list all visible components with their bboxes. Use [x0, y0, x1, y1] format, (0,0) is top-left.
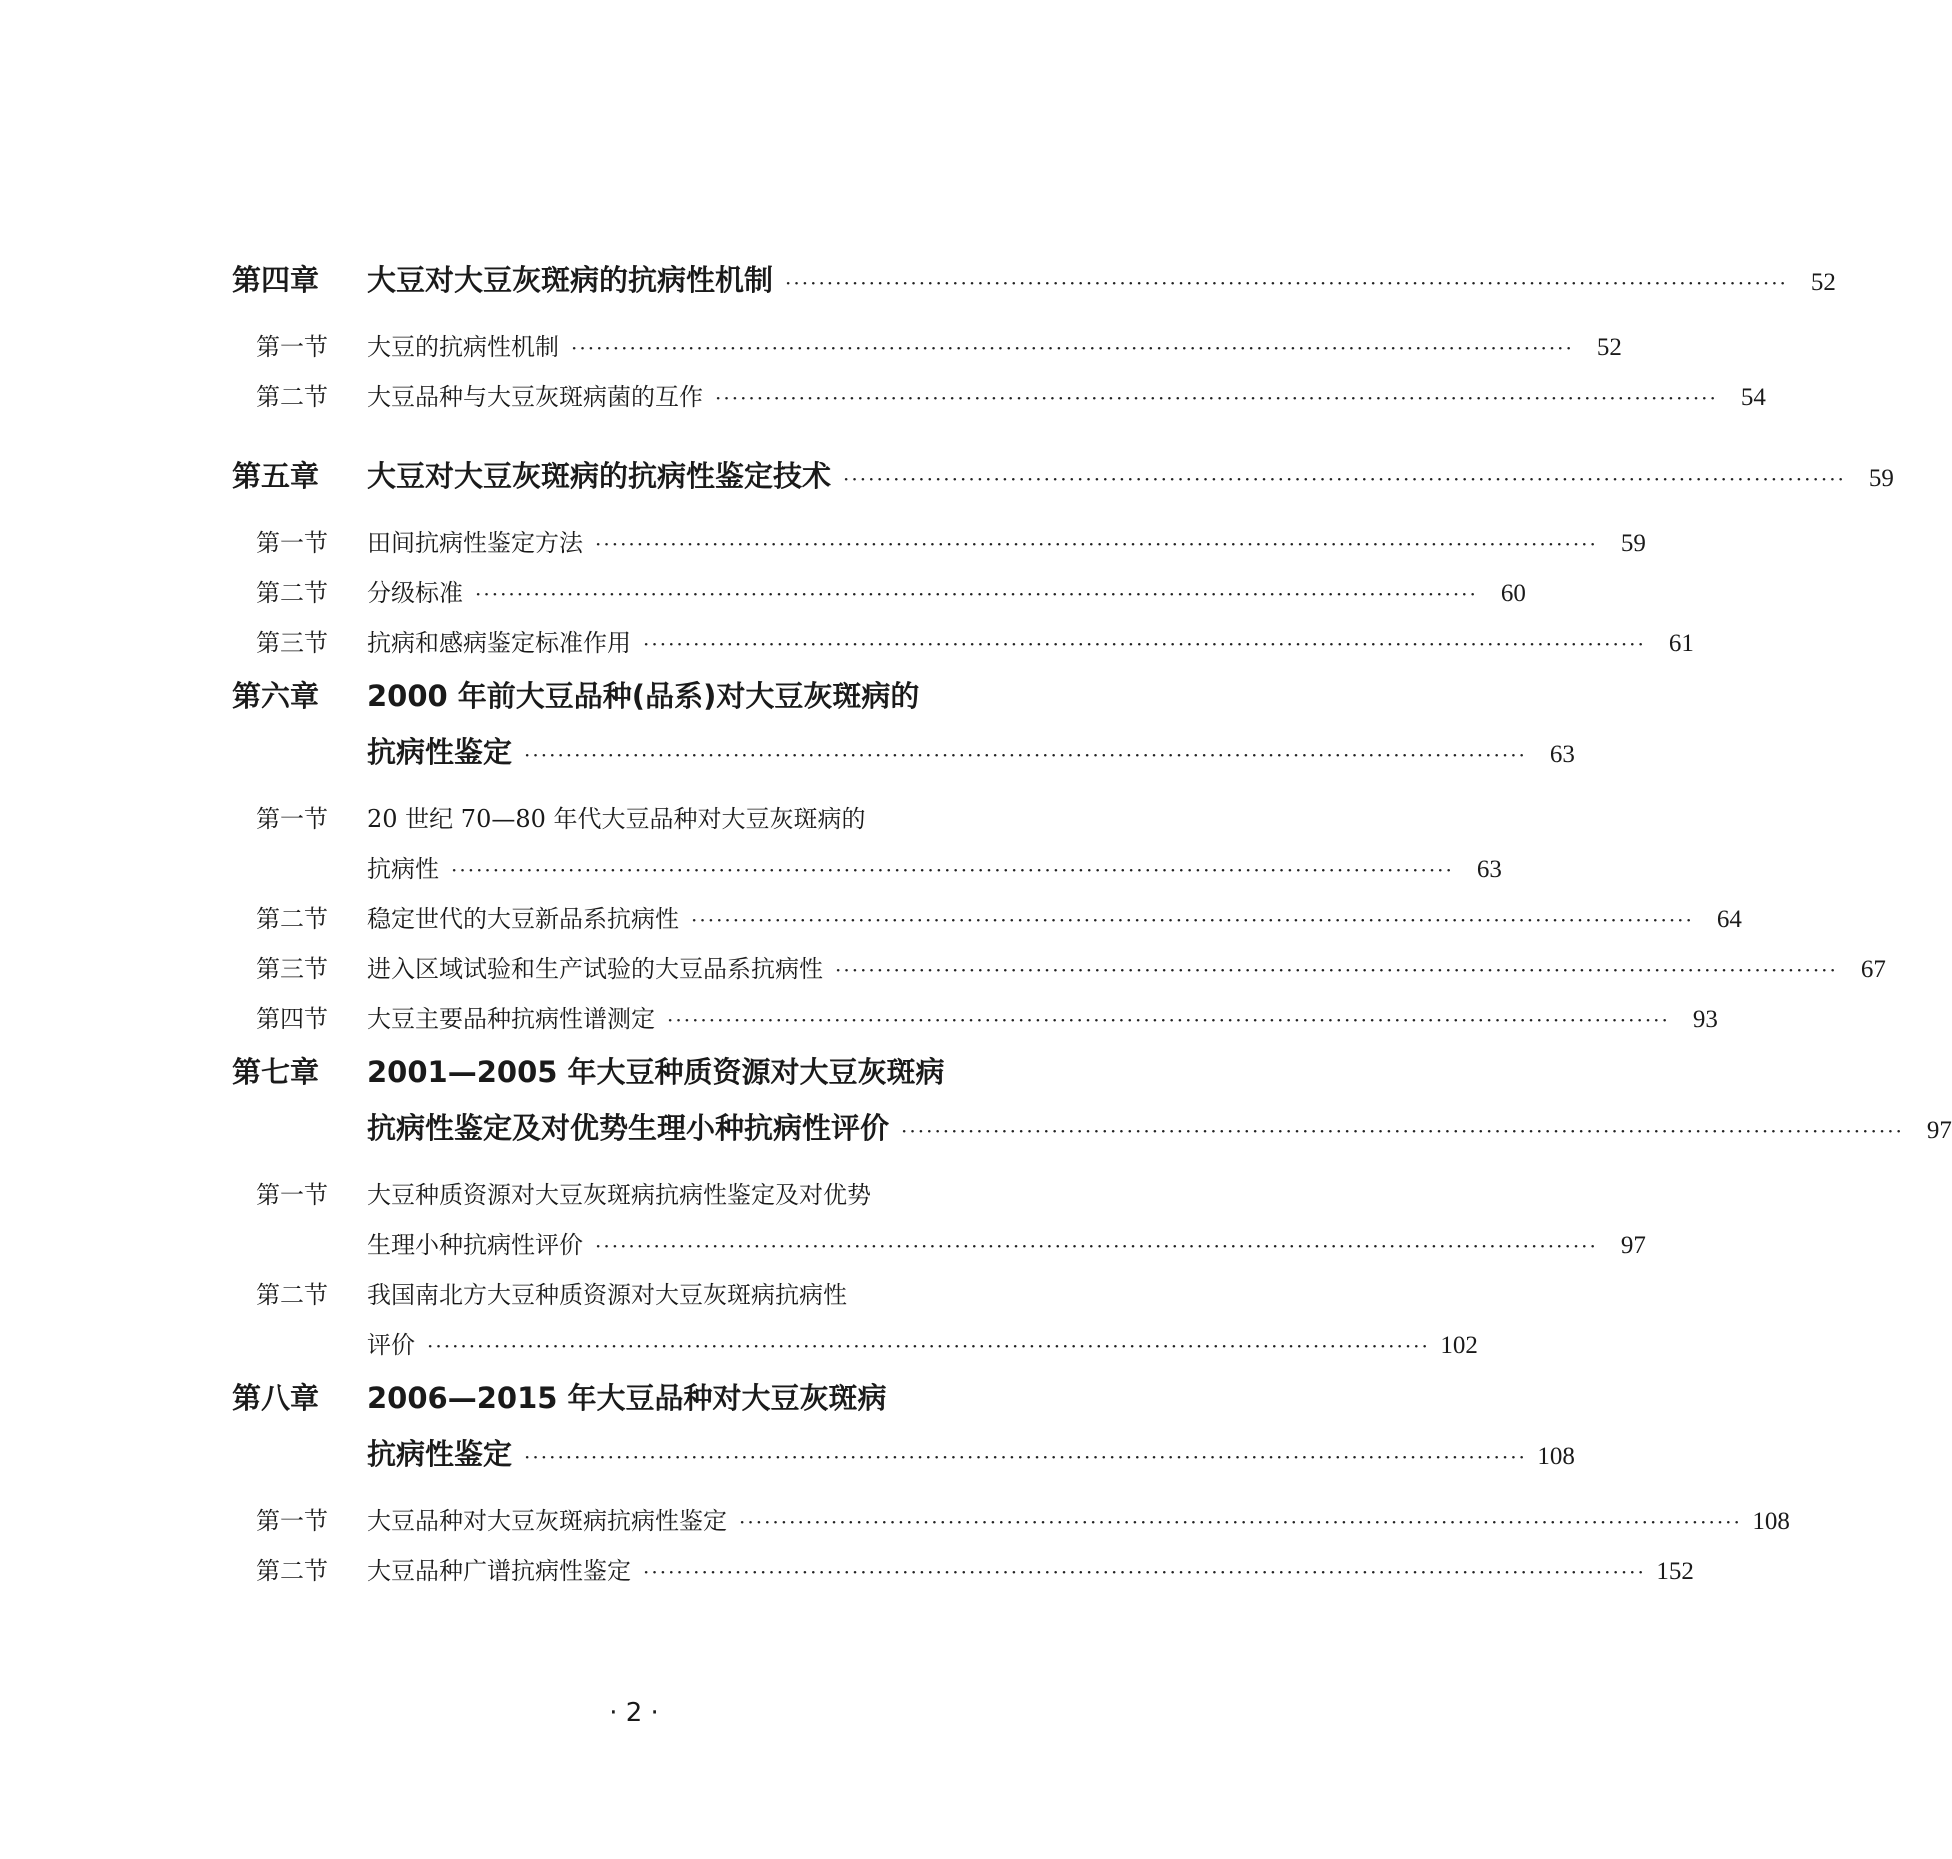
- section-title: 分级标准: [367, 579, 463, 607]
- section-label: 第一节: [256, 1181, 328, 1209]
- chapter-label: 第八章: [232, 1381, 320, 1415]
- section-label: 第三节: [256, 955, 328, 983]
- chapter-title-cont: 抗病性鉴定: [367, 1437, 513, 1471]
- section-entry-cont[interactable]: [232, 1320, 1478, 1370]
- chapter-label: 第五章: [232, 459, 320, 493]
- page-ref: 63: [1476, 856, 1502, 883]
- section-entry[interactable]: [232, 372, 1766, 422]
- chapter-label: 第四章: [232, 263, 320, 297]
- chapter-title: 2006—2015 年大豆品种对大豆灰斑病: [367, 1381, 887, 1415]
- leader-dots: ························································································································: [595, 532, 1598, 556]
- leader-dots: ························································································································: [691, 908, 1694, 932]
- page-ref: 54: [1740, 384, 1766, 411]
- section-entry[interactable]: [232, 518, 1646, 568]
- chapter-title: 2000 年前大豆品种(品系)对大豆灰斑病的: [367, 679, 920, 713]
- chapter-title: 大豆对大豆灰斑病的抗病性鉴定技术: [367, 459, 832, 493]
- chapter-6-entry-cont[interactable]: [232, 724, 1575, 780]
- section-entry[interactable]: [232, 1270, 1054, 1320]
- page-ref: 97: [1926, 1117, 1952, 1144]
- leader-dots: ························································································································: [835, 958, 1838, 982]
- section-title: 大豆的抗病性机制: [367, 333, 559, 361]
- section-entry[interactable]: [232, 1496, 1790, 1546]
- section-title: 大豆主要品种抗病性谱测定: [367, 1005, 655, 1033]
- chapter-title: 2001—2005 年大豆种质资源对大豆灰斑病: [367, 1055, 945, 1089]
- section-entry[interactable]: [232, 944, 1886, 994]
- page-ref: 152: [1656, 1558, 1694, 1585]
- section-label: 第一节: [256, 333, 328, 361]
- leader-dots: ························································································································: [715, 386, 1718, 410]
- page-ref: 93: [1692, 1006, 1718, 1033]
- section-entry[interactable]: [232, 1546, 1694, 1596]
- page-ref: 108: [1752, 1508, 1790, 1535]
- page-ref: 59: [1868, 465, 1894, 492]
- section-entry[interactable]: [232, 794, 1054, 844]
- leader-dots: ························································································································: [451, 858, 1454, 882]
- chapter-5-entry[interactable]: [232, 448, 1894, 504]
- page-ref: 108: [1537, 1443, 1575, 1470]
- leader-dots: ························································································································: [427, 1334, 1430, 1358]
- section-label: 第三节: [256, 629, 328, 657]
- leader-dots: ························································································································: [643, 632, 1646, 656]
- page-ref: 102: [1440, 1332, 1478, 1359]
- page-ref: 63: [1549, 741, 1575, 768]
- section-label: 第二节: [256, 579, 328, 607]
- section-title: 进入区域试验和生产试验的大豆品系抗病性: [367, 955, 823, 983]
- leader-dots: ························································································································: [643, 1560, 1646, 1584]
- section-entry[interactable]: [232, 618, 1694, 668]
- chapter-7-entry[interactable]: [232, 1044, 1054, 1100]
- section-title-cont: 评价: [367, 1331, 415, 1359]
- leader-dots: ························································································································: [901, 1119, 1904, 1143]
- page-number: · 2 ·: [609, 1698, 659, 1728]
- section-title: 20 世纪 70—80 年代大豆品种对大豆灰斑病的: [367, 805, 866, 833]
- leader-dots: ························································································································: [524, 743, 1527, 767]
- section-title: 田间抗病性鉴定方法: [367, 529, 583, 557]
- section-title-cont: 抗病性: [367, 855, 439, 883]
- section-title: 稳定世代的大豆新品系抗病性: [367, 905, 679, 933]
- section-entry-cont[interactable]: [232, 844, 1502, 894]
- section-title: 大豆品种与大豆灰斑病菌的互作: [367, 383, 703, 411]
- section-entry[interactable]: [232, 568, 1526, 618]
- chapter-7-entry-cont[interactable]: [232, 1100, 1952, 1156]
- section-label: 第二节: [256, 1281, 328, 1309]
- chapter-title-cont: 抗病性鉴定及对优势生理小种抗病性评价: [367, 1111, 890, 1145]
- leader-dots: ························································································································: [739, 1510, 1742, 1534]
- chapter-6-entry[interactable]: [232, 668, 1054, 724]
- page-ref: 60: [1500, 580, 1526, 607]
- section-entry[interactable]: [232, 322, 1622, 372]
- section-label: 第一节: [256, 1507, 328, 1535]
- leader-dots: ························································································································: [475, 582, 1478, 606]
- leader-dots: ························································································································: [571, 336, 1574, 360]
- page-ref: 59: [1620, 530, 1646, 557]
- section-title: 我国南北方大豆种质资源对大豆灰斑病抗病性: [367, 1281, 847, 1309]
- section-label: 第二节: [256, 905, 328, 933]
- section-title: 大豆种质资源对大豆灰斑病抗病性鉴定及对优势: [367, 1181, 871, 1209]
- section-title-cont: 生理小种抗病性评价: [367, 1231, 583, 1259]
- chapter-title-cont: 抗病性鉴定: [367, 735, 513, 769]
- table-of-contents: [232, 252, 1952, 1596]
- leader-dots: ························································································································: [595, 1234, 1598, 1258]
- section-label: 第四节: [256, 1005, 328, 1033]
- section-entry[interactable]: [232, 1170, 1054, 1220]
- section-title: 大豆品种对大豆灰斑病抗病性鉴定: [367, 1507, 727, 1535]
- page-ref: 52: [1596, 334, 1622, 361]
- page-ref: 97: [1620, 1232, 1646, 1259]
- chapter-title: 大豆对大豆灰斑病的抗病性机制: [367, 263, 774, 297]
- page-ref: 61: [1668, 630, 1694, 657]
- chapter-8-entry[interactable]: [232, 1370, 1054, 1426]
- leader-dots: ························································································································: [524, 1445, 1527, 1469]
- leader-dots: ························································································································: [667, 1008, 1670, 1032]
- page-ref: 64: [1716, 906, 1742, 933]
- chapter-label: 第七章: [232, 1055, 320, 1089]
- section-label: 第二节: [256, 1557, 328, 1585]
- chapter-8-entry-cont[interactable]: [232, 1426, 1575, 1482]
- leader-dots: ························································································································: [785, 271, 1788, 295]
- page-ref: 52: [1810, 269, 1836, 296]
- section-label: 第二节: [256, 383, 328, 411]
- section-entry[interactable]: [232, 894, 1742, 944]
- section-title: 大豆品种广谱抗病性鉴定: [367, 1557, 631, 1585]
- leader-dots: ························································································································: [843, 467, 1846, 491]
- section-label: 第一节: [256, 805, 328, 833]
- section-label: 第一节: [256, 529, 328, 557]
- section-entry[interactable]: [232, 994, 1718, 1044]
- chapter-4-entry[interactable]: [232, 252, 1836, 308]
- page-ref: 67: [1860, 956, 1886, 983]
- section-title: 抗病和感病鉴定标准作用: [367, 629, 631, 657]
- section-entry-cont[interactable]: [232, 1220, 1646, 1270]
- chapter-label: 第六章: [232, 679, 320, 713]
